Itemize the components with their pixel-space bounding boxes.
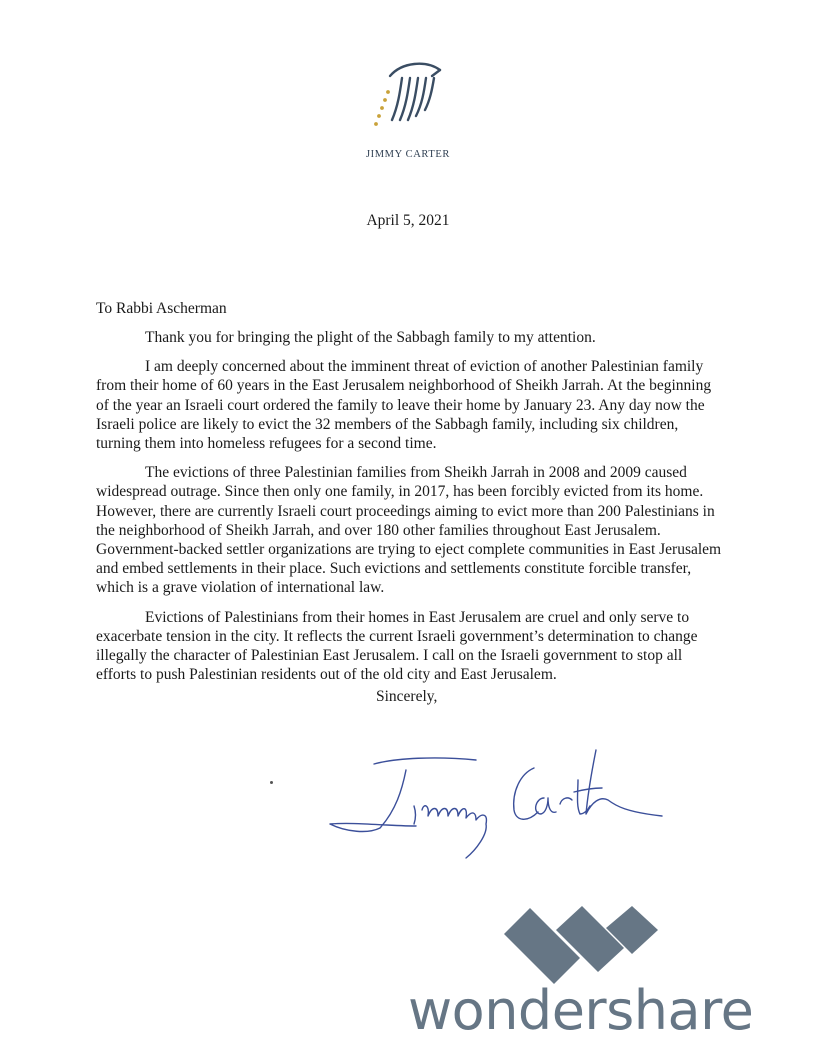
ink-dot [270,781,273,784]
salutation: To Rabbi Ascherman [96,300,227,317]
letter-date: April 5, 2021 [366,212,450,229]
wondershare-diamond-logo-icon [500,906,660,988]
letter-body [96,328,724,694]
signature-image [316,740,676,860]
paragraph: I am deeply concerned about the imminent threat of eviction of another Palestinian family from their home of 60 years in the East Jerusalem neighborhood of Sheikh Jarrah. At the beginning of the year an Israeli court ordered the family to leave their home by January 23. Any day now the Israeli police are likely to evict the 32 members of the Sabbagh family, including six children, turning them into homeless refugees for a second time. [96,358,712,453]
eagle-stars-logo-icon [368,56,448,132]
paragraph: Evictions of Palestinians from their homes in East Jerusalem are cruel and only serve to exacerbate tension in the city. It reflects the current Israeli government’s determination to change illegally the character of Palestinian East Jerusalem. I call on the Israeli government to stop all efforts to push Palestinian residents out of the old city and East Jerusalem. [96,608,698,684]
letterhead-name: JIMMY CARTER [365,149,451,160]
paragraph: The evictions of three Palestinian families from Sheikh Jarrah in 2008 and 2009 caused widespread outrage. Since then only one family, in 2017, has been forcibly evicted from its home. However, there are currently Israeli court proceedings aiming to evict more than 200 Palestinians in the neighborhood of Sheikh Jarrah, and over 180 other families throughout East Jerusalem. Government-backed settler organizations are trying to eject complete communities in East Jerusalem and embed settlements in their place. Such evictions and settlements constitute forcible transfer, which is a grave violation of international law. [96,464,722,597]
closing: Sincerely, [376,688,438,705]
watermark-brand-text: wondershare [408,979,754,1042]
paragraph: Thank you for bringing the plight of the Sabbagh family to my attention. [145,329,596,346]
